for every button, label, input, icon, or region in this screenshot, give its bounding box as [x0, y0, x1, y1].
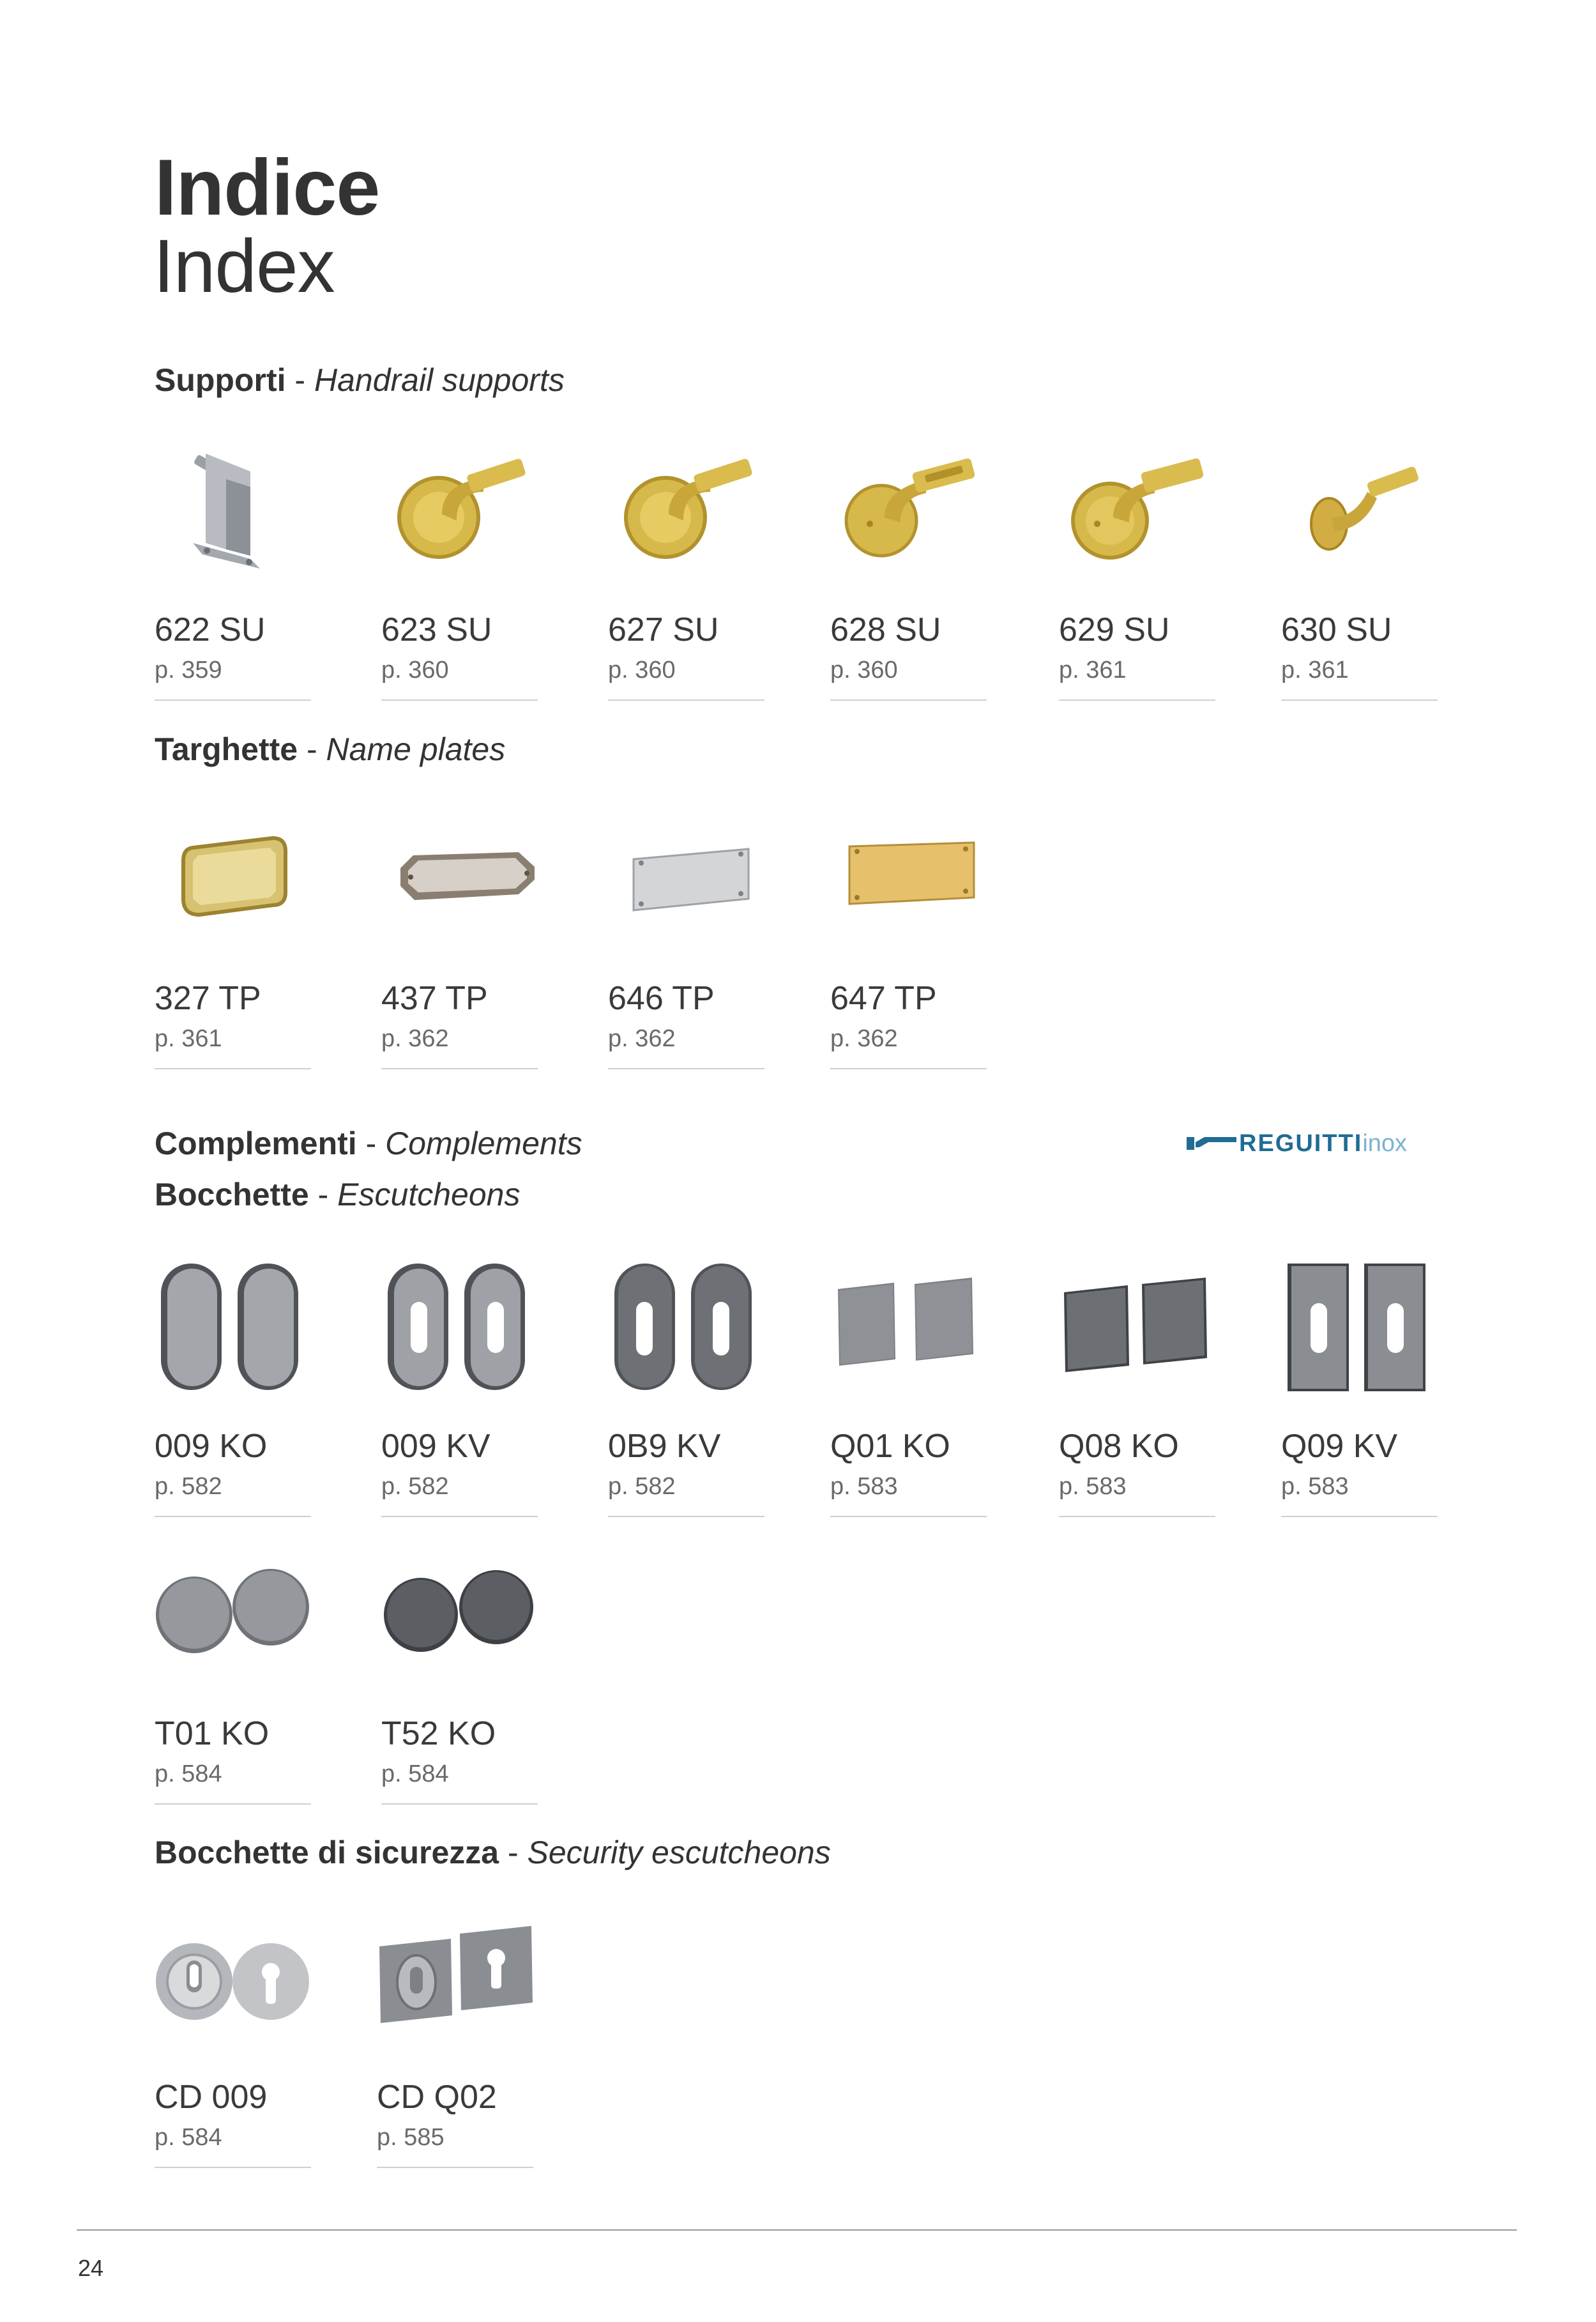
catalog-item[interactable] — [381, 809, 538, 1084]
catalog-item[interactable] — [608, 441, 764, 715]
item-divider — [381, 1068, 538, 1069]
page-reference: p. 582 — [381, 1473, 449, 1500]
item-divider — [608, 1068, 764, 1069]
catalog-item[interactable] — [381, 441, 538, 715]
section-heading-nameplates: Targhette - Name plates — [155, 731, 506, 767]
item-divider — [155, 1516, 311, 1517]
round-escutcheon-dark-icon — [381, 1545, 538, 1704]
oval-keyhole-escutcheon-dark-icon — [608, 1257, 764, 1417]
product-code: 627 SU — [608, 611, 719, 648]
catalog-item[interactable] — [155, 1545, 311, 1819]
item-divider — [1281, 699, 1438, 701]
page-reference: p. 583 — [830, 1473, 898, 1500]
name-plate-gold-icon — [830, 809, 987, 969]
page-reference: p. 582 — [608, 1473, 676, 1500]
section-heading-complements: Complementi - Complements — [155, 1126, 582, 1161]
item-divider — [830, 1068, 987, 1069]
item-divider — [381, 1516, 538, 1517]
page-reference: p. 584 — [155, 2124, 222, 2151]
item-divider — [1059, 1516, 1215, 1517]
handrail-bracket-brass-icon — [381, 441, 538, 600]
product-code: 630 SU — [1281, 611, 1392, 648]
page-reference: p. 362 — [608, 1025, 676, 1052]
handrail-bracket-brass-icon — [830, 441, 987, 600]
handrail-bracket-brass-icon — [608, 441, 764, 600]
item-divider — [381, 699, 538, 701]
catalog-item[interactable] — [377, 1908, 533, 2183]
page-number: 24 — [78, 2255, 104, 2281]
page-reference: p. 359 — [155, 657, 222, 684]
item-divider — [155, 699, 311, 701]
page-reference: p. 584 — [381, 1761, 449, 1787]
page-reference: p. 361 — [155, 1025, 222, 1052]
section-heading-supports: Supporti - Handrail supports — [155, 362, 565, 398]
catalog-item[interactable] — [155, 1908, 311, 2183]
catalog-item[interactable] — [155, 1257, 311, 1532]
item-divider — [608, 1516, 764, 1517]
name-plate-bronze-icon — [381, 809, 538, 969]
page-reference: p. 585 — [377, 2124, 445, 2151]
product-code: Q01 KO — [830, 1428, 950, 1465]
oval-escutcheon-icon — [155, 1257, 311, 1417]
page-reference: p. 360 — [608, 657, 676, 684]
catalog-item[interactable] — [830, 441, 987, 715]
name-plate-steel-icon — [608, 809, 764, 969]
page-reference: p. 361 — [1059, 657, 1127, 684]
square-escutcheon-dark-icon — [1059, 1257, 1215, 1417]
name-plate-brass-icon — [155, 809, 311, 969]
square-escutcheon-icon — [830, 1257, 987, 1417]
page-reference: p. 583 — [1059, 1473, 1127, 1500]
product-code: 628 SU — [830, 611, 941, 648]
reguitti-inox-logo — [1187, 1131, 1437, 1156]
page-reference: p. 584 — [155, 1761, 222, 1787]
section-heading-security: Bocchette di sicurezza - Security escutcheons — [155, 1835, 831, 1870]
handrail-bracket-brass-icon — [1059, 441, 1215, 600]
page-reference: p. 583 — [1281, 1473, 1349, 1500]
catalog-item[interactable] — [1281, 441, 1438, 715]
item-divider — [381, 1803, 538, 1805]
catalog-item[interactable] — [1281, 1257, 1438, 1532]
product-code: 437 TP — [381, 980, 488, 1017]
item-divider — [830, 1516, 987, 1517]
item-divider — [1281, 1516, 1438, 1517]
product-code: T52 KO — [381, 1715, 496, 1752]
product-code: 629 SU — [1059, 611, 1170, 648]
product-code: 009 KV — [381, 1428, 490, 1465]
product-code: 622 SU — [155, 611, 266, 648]
item-divider — [155, 1068, 311, 1069]
product-code: 646 TP — [608, 980, 715, 1017]
catalog-item[interactable] — [381, 1257, 538, 1532]
catalog-item[interactable] — [830, 1257, 987, 1532]
catalog-item[interactable] — [608, 809, 764, 1084]
catalog-item[interactable] — [1059, 1257, 1215, 1532]
page-reference: p. 360 — [381, 657, 449, 684]
product-code: 623 SU — [381, 611, 492, 648]
product-code: Q08 KO — [1059, 1428, 1179, 1465]
product-code: CD Q02 — [377, 2079, 497, 2116]
catalog-item[interactable] — [830, 809, 987, 1084]
reguitti-logo-mark-icon — [1187, 1134, 1236, 1152]
round-escutcheon-icon — [155, 1545, 311, 1704]
product-code: 647 TP — [830, 980, 937, 1017]
catalog-item[interactable] — [608, 1257, 764, 1532]
item-divider — [830, 699, 987, 701]
catalog-item[interactable] — [1059, 441, 1215, 715]
page-reference: p. 360 — [830, 657, 898, 684]
item-divider — [155, 1803, 311, 1805]
page-reference: p. 362 — [830, 1025, 898, 1052]
logo-wordmark: REGUITTIinox — [1239, 1130, 1408, 1157]
catalog-item[interactable] — [155, 809, 311, 1084]
page-reference: p. 361 — [1281, 657, 1349, 684]
catalog-item[interactable] — [381, 1545, 538, 1819]
product-code: 009 KO — [155, 1428, 268, 1465]
handrail-bracket-chrome-icon — [155, 441, 311, 600]
square-security-escutcheon-icon — [377, 1908, 533, 2068]
product-code: 0B9 KV — [608, 1428, 721, 1465]
handrail-bracket-brass-icon — [1281, 441, 1438, 600]
item-divider — [1059, 699, 1215, 701]
section-heading-escutcheons: Bocchette - Escutcheons — [155, 1177, 521, 1212]
footer-divider — [77, 2229, 1517, 2231]
page-reference: p. 582 — [155, 1473, 222, 1500]
page-title: Indice — [155, 144, 380, 232]
item-divider — [377, 2167, 533, 2168]
rect-keyhole-escutcheon-icon — [1281, 1257, 1438, 1417]
page-subtitle: Index — [153, 224, 335, 309]
page-reference: p. 362 — [381, 1025, 449, 1052]
item-divider — [608, 699, 764, 701]
catalog-item[interactable] — [155, 441, 311, 715]
item-divider — [155, 2167, 311, 2168]
product-code: Q09 KV — [1281, 1428, 1398, 1465]
product-code: CD 009 — [155, 2079, 268, 2116]
oval-keyhole-escutcheon-icon — [381, 1257, 538, 1417]
product-code: 327 TP — [155, 980, 261, 1017]
product-code: T01 KO — [155, 1715, 270, 1752]
round-security-escutcheon-icon — [155, 1908, 311, 2068]
